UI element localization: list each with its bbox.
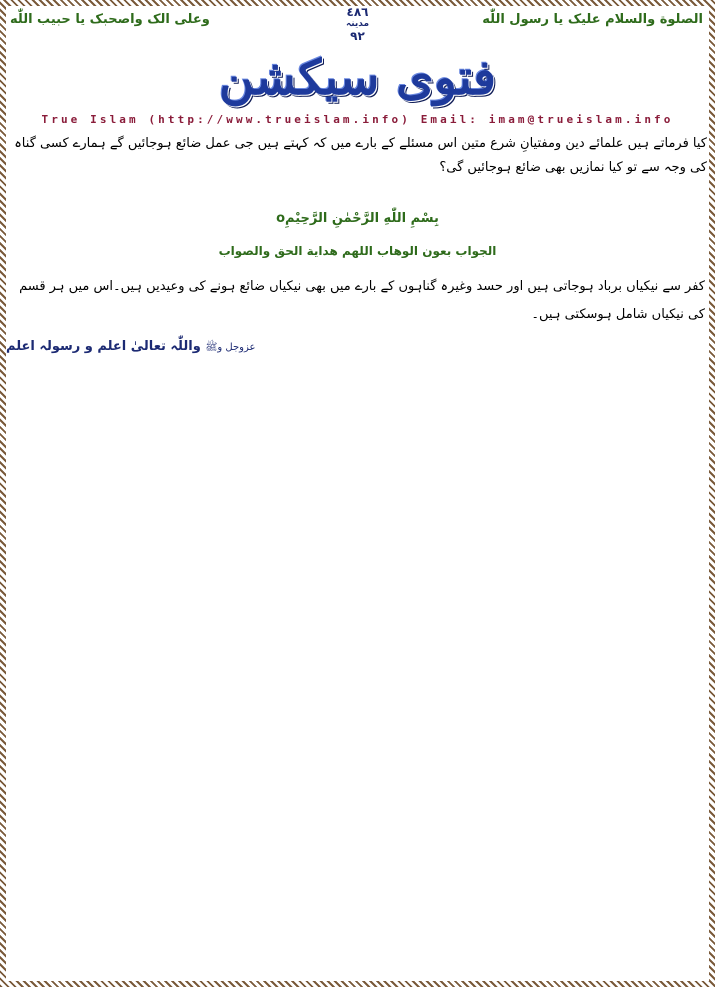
fatwa-number [346, 6, 369, 42]
closing-honorific: عزوجل وﷺ [205, 342, 256, 353]
fatwa-number-value: ٤٨٦ [346, 6, 369, 19]
fatwa-page-number: ٩٢ [350, 29, 365, 43]
site-contact-line: True Islam (http://www.trueislam.info) Email: imam@trueislam.info [41, 113, 674, 126]
fatwa-page [6, 6, 709, 981]
bismillah: بِسْمِ اللّٰهِ الرَّحْمٰنِ الرَّحِيْمِo [276, 211, 439, 226]
salutation-right: الصلوة والسلام عليک يا رسول اللّٰه [482, 12, 703, 27]
answer-text: کفر سے نیکیاں برباد ہوجاتی ہیں اور حسد وغیرہ گناہوں کے بارے میں بھی نیکیاں ضائع ہونے کی وعیدیں ہیں۔اس میں ہر قسم کی نیکیاں شامل ہوسکتی ہیں۔ [19, 279, 705, 322]
question-text: کیا فرماتے ہیں علمائے دین ومفتیانِ شرع متین اس مسئلے کے بارے میں کہ کہتے ہیں جی عمل ضائع ہوجائیں گے ہمارے کسی گناہ کی وجہ سے تو کیا نمازیں بھی ضائع ہوجائیں گی؟ [14, 136, 707, 175]
section-title: فتوی سیکشن [218, 50, 497, 106]
closing-line [6, 339, 255, 355]
closing-text: واللّٰہ تعالیٰ اعلم و رسولہ اعلم [6, 339, 201, 354]
fatwa-number-label: مدینہ [345, 19, 370, 29]
salutation-left: وعلی الک واصحبک يا حبيب اللّٰه [10, 12, 210, 27]
answer-heading: الجواب بعون الوهاب اللهم هداية الحق والصواب [218, 244, 497, 258]
